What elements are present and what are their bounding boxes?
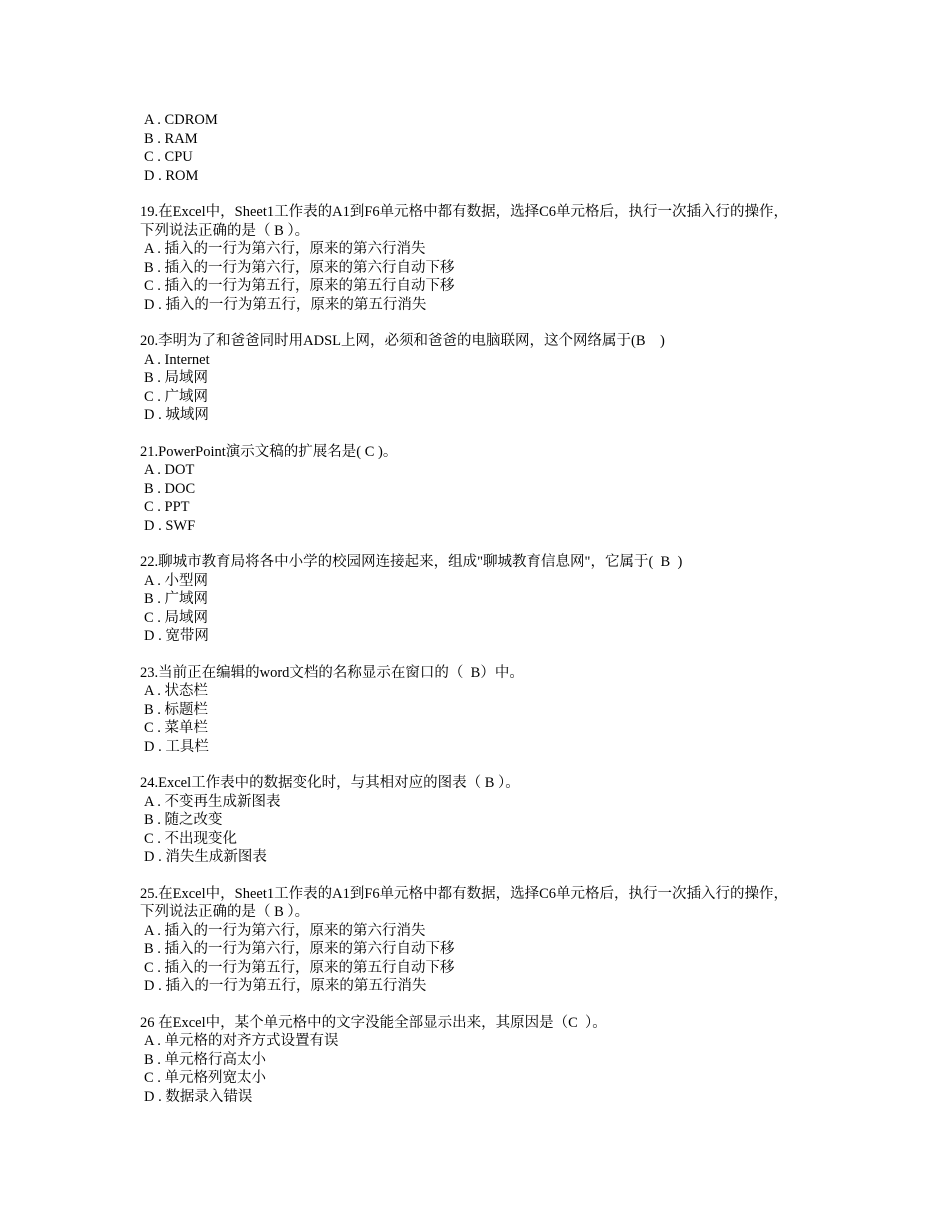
question-21 — [140, 443, 820, 536]
option-line: C . 局域网 — [144, 609, 209, 626]
option-line: C . 单元格列宽太小 — [144, 1070, 267, 1086]
option-line: C . 广域网 — [144, 388, 209, 405]
question-20 — [140, 332, 820, 425]
option-line: B . 广域网 — [144, 591, 209, 607]
document-page — [140, 111, 820, 1106]
question-stem: 20.李明为了和爸爸同时用ADSL上网，必须和爸爸的电脑联网，这个网络属于(B ) — [140, 333, 665, 349]
option-line: C . CPU — [144, 149, 193, 165]
question-stem: 19.在Excel中，Sheet1工作表的A1到F6单元格中都有数据，选择C6单元格后，执行一次插入行的操作， — [140, 204, 789, 220]
previous-question-options — [140, 111, 820, 185]
question-stem: 下列说法正确的是（ B ）。 — [140, 904, 310, 920]
option-line: A . 插入的一行为第六行，原来的第六行消失 — [144, 241, 426, 257]
question-stem: 23.当前正在编辑的word文档的名称显示在窗口的（ B）中。 — [140, 664, 524, 681]
question-stem: 21.PowerPoint演示文稿的扩展名是( C )。 — [140, 443, 398, 460]
option-line: A . 状态栏 — [144, 683, 209, 699]
question-23 — [140, 664, 820, 757]
option-line: D . 城域网 — [144, 407, 209, 423]
question-19 — [140, 203, 820, 314]
option-line: D . 宽带网 — [144, 628, 209, 644]
option-line: D . SWF — [144, 517, 196, 534]
option-line: B . 单元格行高太小 — [144, 1051, 267, 1068]
option-line: C . 不出现变化 — [144, 830, 238, 847]
question-stem: 26 在Excel中，某个单元格中的文字没能全部显示出来，其原因是（C ）。 — [140, 1014, 607, 1031]
option-line: C . PPT — [144, 499, 190, 515]
option-line: A . 插入的一行为第六行，原来的第六行消失 — [144, 922, 426, 939]
option-line: B . 标题栏 — [144, 701, 209, 718]
option-line: B . RAM — [144, 130, 198, 147]
option-line: D . 插入的一行为第五行，原来的第五行消失 — [144, 296, 427, 313]
option-line: B . 随之改变 — [144, 812, 223, 828]
option-line: B . 插入的一行为第六行，原来的第六行自动下移 — [144, 259, 455, 276]
option-line: A . Internet — [144, 351, 210, 368]
question-24 — [140, 774, 820, 867]
question-25 — [140, 885, 820, 996]
question-stem: 25.在Excel中，Sheet1工作表的A1到F6单元格中都有数据，选择C6单元格后，执行一次插入行的操作， — [140, 885, 789, 902]
option-line: D . 消失生成新图表 — [144, 849, 267, 865]
option-line: D . ROM — [144, 167, 199, 184]
option-line: A . 小型网 — [144, 572, 209, 589]
option-line: A . CDROM — [144, 112, 218, 128]
option-line: C . 菜单栏 — [144, 720, 209, 736]
option-line: C . 插入的一行为第五行，原来的第五行自动下移 — [144, 278, 455, 294]
option-line: A . 不变再生成新图表 — [144, 793, 281, 810]
question-22 — [140, 553, 820, 646]
option-line: B . 插入的一行为第六行，原来的第六行自动下移 — [144, 941, 455, 957]
option-line: C . 插入的一行为第五行，原来的第五行自动下移 — [144, 959, 455, 976]
option-line: B . DOC — [144, 480, 196, 497]
question-stem: 24.Excel工作表中的数据变化时，与其相对应的图表（ B ）。 — [140, 775, 520, 791]
option-line: D . 数据录入错误 — [144, 1088, 253, 1105]
option-line: A . DOT — [144, 462, 195, 478]
question-stem: 22.聊城市教育局将各中小学的校园网连接起来，组成"聊城教育信息网"，它属于( B ) — [140, 554, 683, 570]
question-stem: 下列说法正确的是（ B ）。 — [140, 222, 310, 239]
option-line: A . 单元格的对齐方式设置有误 — [144, 1033, 339, 1049]
option-line: B . 局域网 — [144, 370, 209, 386]
option-line: D . 插入的一行为第五行，原来的第五行消失 — [144, 978, 427, 994]
option-line: D . 工具栏 — [144, 738, 209, 755]
question-26 — [140, 1014, 820, 1107]
